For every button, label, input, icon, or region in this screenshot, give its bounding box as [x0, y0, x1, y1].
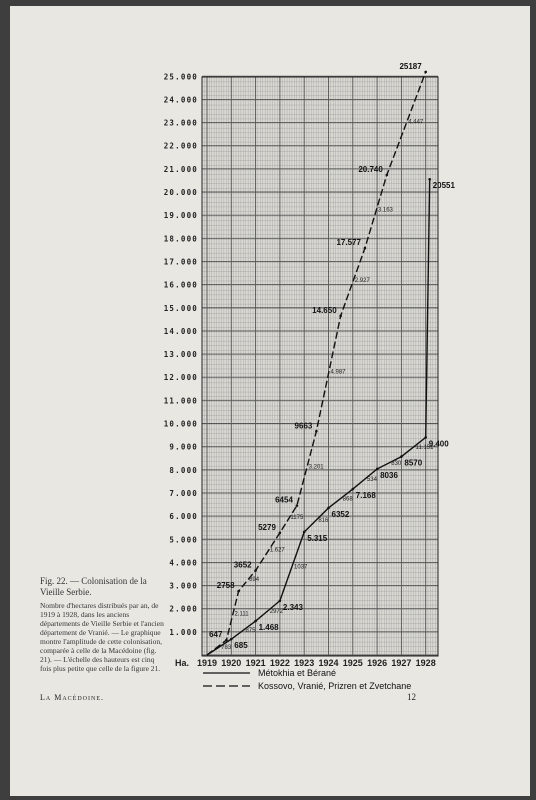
data-label-solid: 20551	[432, 181, 455, 191]
series-point-solid	[428, 178, 431, 181]
y-tick-label: 17.000	[163, 257, 198, 267]
increment-label-solid: 816	[318, 517, 329, 524]
series-point-dashed	[254, 569, 257, 572]
data-label-dashed: 25187	[399, 61, 422, 71]
series-point-solid	[254, 620, 257, 623]
increment-label-dashed: 1175	[290, 515, 304, 522]
y-tick-label: 16.000	[163, 280, 198, 290]
data-label-solid: 8570	[404, 458, 423, 468]
y-tick-label: 21.000	[163, 164, 198, 174]
legend-dashed-label: Kossovo, Vranié, Prizren et Zvetchane	[258, 681, 412, 691]
data-label-dashed: 3652	[233, 560, 252, 570]
data-label-solid: 9.400	[428, 439, 449, 449]
figure-caption	[40, 576, 164, 673]
series-point-dashed	[424, 71, 427, 74]
increment-label-dashed: 4.987	[330, 369, 346, 376]
x-tick-label: 1923	[294, 658, 315, 668]
increment-label-solid: 783	[221, 645, 232, 652]
data-label-solid: 1.468	[258, 623, 279, 633]
legend-solid-label: Métokhia et Bérané	[258, 668, 337, 678]
y-tick-label: 13.000	[163, 350, 198, 360]
x-tick-label: 1927	[391, 658, 412, 668]
increment-label-solid: 1037	[294, 564, 308, 571]
y-tick-label: 20.000	[163, 188, 198, 197]
series-point-dashed	[386, 174, 389, 177]
y-tick-label: 4.000	[169, 558, 198, 568]
series-point-dashed	[237, 590, 240, 593]
series-point-dashed	[339, 315, 342, 318]
increment-label-dashed: 1.627	[269, 547, 285, 554]
increment-label-dashed: 3.201	[308, 464, 324, 471]
y-tick-label: 11.000	[163, 396, 198, 406]
series-point-solid	[352, 488, 355, 491]
increment-label-solid: 11.151	[415, 444, 434, 451]
y-tick-label: 24.000	[163, 95, 198, 105]
y-tick-label: 6.000	[169, 512, 198, 522]
x-tick-label: 1922	[269, 658, 290, 668]
data-label-dashed: 14.650	[312, 305, 337, 315]
running-footer: La Macédoine.	[40, 693, 104, 702]
y-tick-label: 8.000	[169, 465, 198, 475]
caption-title: Fig. 22. — Colonisation de la Vieille Serbie.	[40, 576, 147, 597]
x-tick-label: 1926	[367, 658, 388, 668]
series-point-dashed	[296, 504, 299, 507]
data-label-dashed: 647	[209, 630, 223, 640]
increment-label-solid: 2972	[269, 608, 284, 615]
y-tick-label: 14.000	[163, 326, 198, 336]
series-point-solid	[424, 436, 427, 439]
page-number: 12	[407, 692, 416, 702]
series-point-solid	[376, 468, 379, 471]
y-tick-label: 9.000	[169, 442, 198, 452]
increment-label-solid: 868	[342, 496, 353, 503]
y-tick-label: 7.000	[169, 488, 198, 498]
chart-legend	[203, 668, 411, 691]
y-tick-label: 22.000	[163, 141, 198, 151]
y-tick-label: 23.000	[163, 118, 198, 128]
y-tick-label: 15.000	[163, 303, 198, 313]
data-label-dashed: 2758	[216, 581, 235, 591]
y-tick-label: 12.000	[163, 373, 198, 383]
increment-label-dashed: 894	[249, 576, 260, 583]
y-tick-label: 3.000	[169, 581, 198, 591]
increment-label-dashed: 4.447	[408, 119, 424, 126]
increment-label-solid: 534	[366, 477, 377, 484]
y-tick-label: 10.000	[163, 419, 198, 429]
x-tick-label: 1924	[318, 658, 339, 668]
x-axis-unit: Ha.	[175, 658, 190, 668]
increment-label-solid: 830	[391, 460, 402, 467]
increment-label-dashed: 2.111	[234, 611, 249, 618]
caption-text: Nombre d'hectares distribués par an, de 1919 à 1928, dans les anciens départements de Vieille Serbie et l'ancien département de Vranié. — Le graphique montre l'amplitude de cette colonisation, comparée à celle de la Macédoine (fig. 21). — L'échelle des hauteurs est cinq fois plus petite que celle de la figure 21.	[40, 601, 164, 673]
data-label-solid: 7.168	[355, 491, 376, 501]
series-point-dashed	[364, 247, 367, 250]
data-label-solid: 8036	[380, 470, 398, 480]
data-label-solid: 5.315	[307, 533, 328, 543]
data-label-dashed: 20.740	[358, 164, 383, 174]
series-point-dashed	[315, 430, 318, 433]
data-label-dashed: 17.577	[336, 238, 361, 248]
y-tick-label: 5.000	[169, 535, 198, 545]
increment-label-dashed: 3.163	[377, 207, 393, 214]
series-point-solid	[327, 507, 330, 510]
increment-label-solid: 875	[245, 628, 256, 635]
x-tick-label: 1928	[415, 658, 436, 668]
y-tick-label: 1.000	[169, 627, 198, 637]
series-point-dashed	[225, 639, 228, 642]
y-tick-label: 2.000	[169, 604, 198, 614]
y-tick-label: 19.000	[163, 211, 198, 221]
x-tick-label: 1925	[342, 658, 363, 668]
series-point-solid	[279, 599, 282, 602]
series-point-solid	[230, 638, 233, 641]
series-point-solid	[303, 531, 306, 534]
x-tick-label: 1921	[245, 658, 266, 668]
data-label-dashed: 9663	[294, 421, 313, 431]
x-tick-label: 1919	[196, 658, 218, 668]
data-label-solid: 685	[234, 641, 248, 651]
y-tick-label: 18.000	[163, 234, 198, 244]
y-tick-label: 25.000	[163, 72, 198, 82]
x-tick-label: 1920	[221, 658, 242, 668]
increment-label-dashed: 2.927	[354, 277, 370, 284]
data-label-dashed: 5279	[258, 522, 276, 532]
data-label-dashed: 6454	[275, 495, 293, 505]
series-point-solid	[400, 455, 403, 458]
series-point-dashed	[279, 531, 282, 534]
data-label-solid: 6352	[331, 509, 350, 519]
data-label-solid: 2.343	[282, 602, 303, 612]
